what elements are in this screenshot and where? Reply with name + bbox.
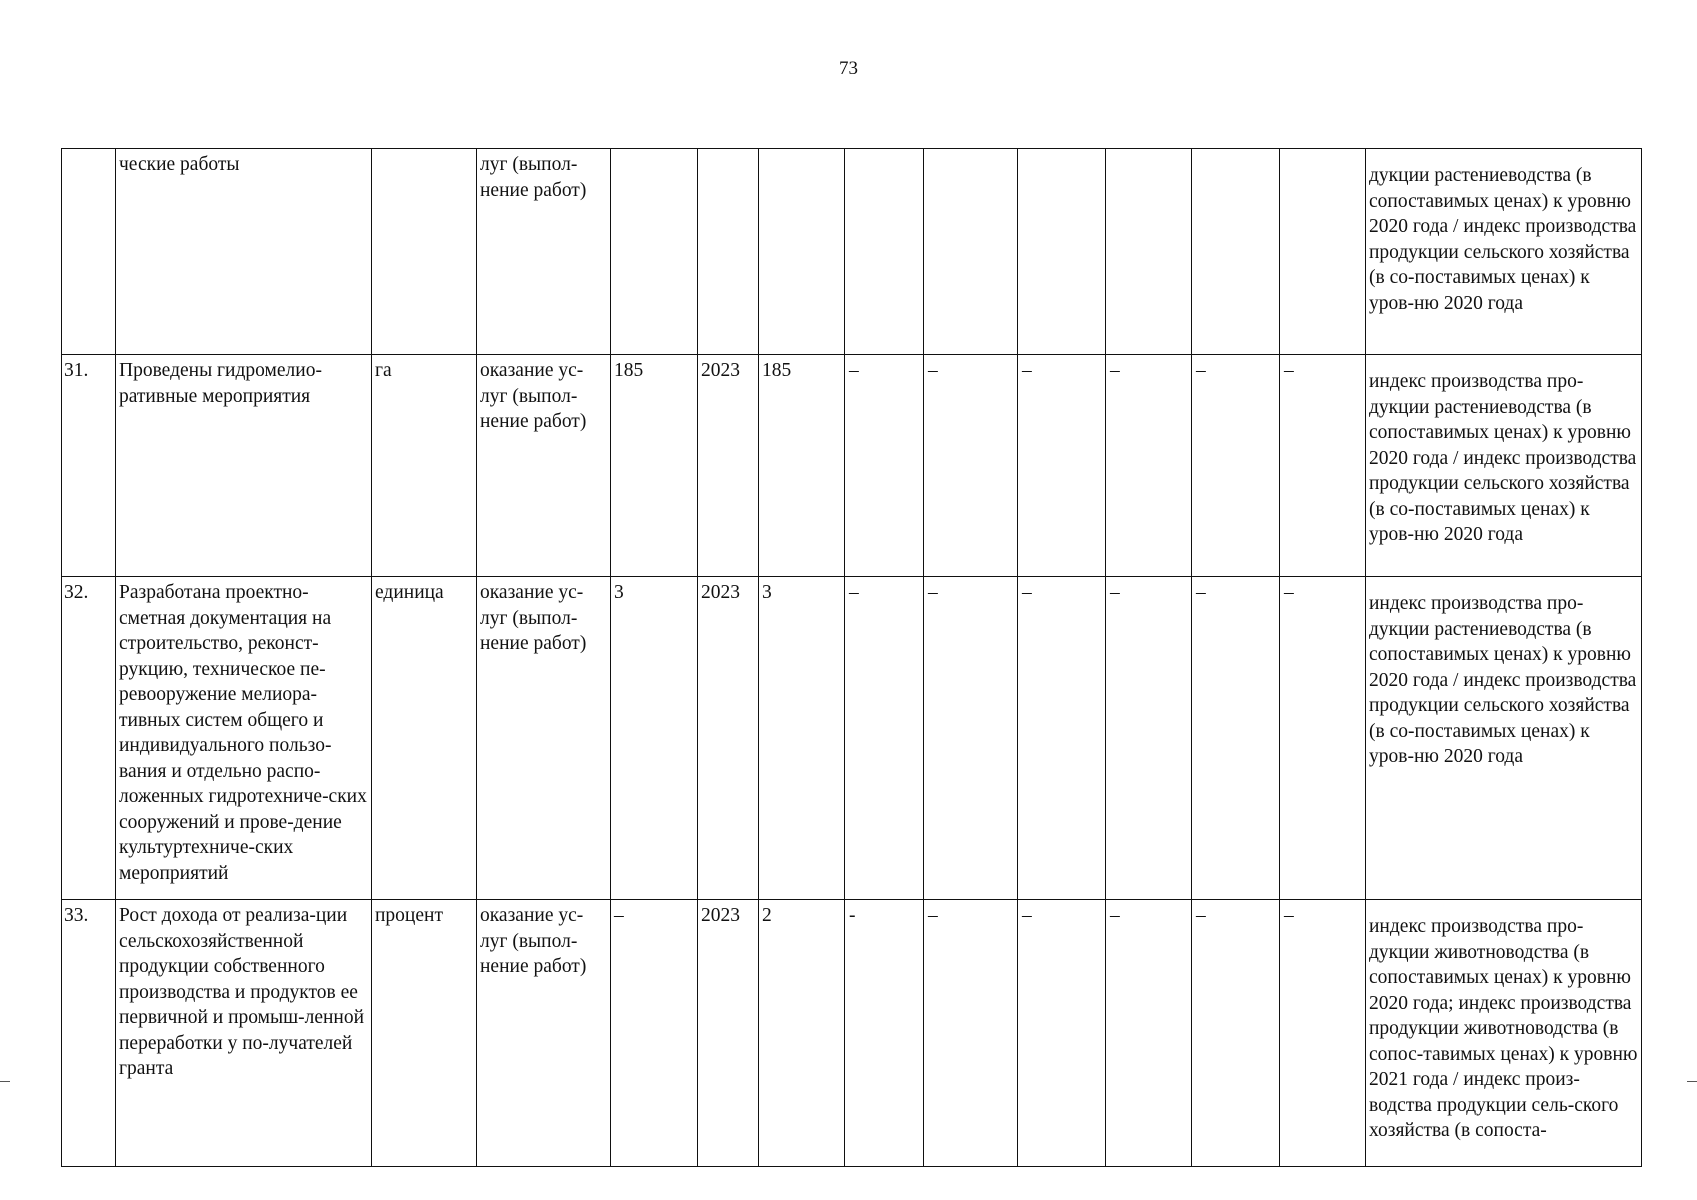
value-cell [1018, 149, 1106, 355]
value-cell: – [1192, 577, 1280, 900]
base-value-cell: – [611, 900, 698, 1167]
result-type-cell: луг (выпол-нение работ) [477, 149, 611, 355]
result-type-cell: оказание ус-луг (выпол-нение работ) [477, 355, 611, 577]
table-row [62, 149, 1642, 355]
value-cell: – [1192, 900, 1280, 1167]
value-cell: 2 [759, 900, 845, 1167]
indicator-table [61, 148, 1642, 1167]
value-cell: – [1018, 900, 1106, 1167]
value-cell: – [845, 577, 924, 900]
base-year-cell: 2023 [698, 355, 759, 577]
value-cell: – [1280, 577, 1366, 900]
value-cell: – [1018, 355, 1106, 577]
value-cell [924, 149, 1018, 355]
linked-indicator-cell: индекс производства про-дукции растениеводства (в сопоставимых ценах) к уровню 2020 года / индекс производства продукции сельского хозяйства (в со-поставимых ценах) к уров-ню 2020 года [1366, 355, 1642, 577]
value-cell: – [1106, 900, 1192, 1167]
base-year-cell [698, 149, 759, 355]
row-number-cell [62, 149, 116, 355]
value-cell: – [924, 900, 1018, 1167]
result-name-cell: Проведены гидромелио-ративные мероприятия [116, 355, 372, 577]
result-type-cell: оказание ус-луг (выпол-нение работ) [477, 900, 611, 1167]
value-cell: 185 [759, 355, 845, 577]
value-cell: – [845, 355, 924, 577]
linked-indicator-cell: индекс производства про-дукции животноводства (в сопоставимых ценах) к уровню 2020 года; индекс производства продукции животноводства (в сопос-тавимых ценах) к уровню 2021 года / индекс произ-водства продукции сель-ского хозяйства (в сопоста- [1366, 900, 1642, 1167]
table-row [62, 577, 1642, 900]
right-margin-mark [1687, 1081, 1697, 1082]
base-value-cell [611, 149, 698, 355]
page-number: 73 [839, 58, 858, 79]
row-number-cell: 33. [62, 900, 116, 1167]
value-cell [759, 149, 845, 355]
unit-cell: га [372, 355, 477, 577]
base-value-cell: 3 [611, 577, 698, 900]
value-cell [845, 149, 924, 355]
value-cell: – [1280, 355, 1366, 577]
value-cell: 3 [759, 577, 845, 900]
base-year-cell: 2023 [698, 577, 759, 900]
unit-cell: процент [372, 900, 477, 1167]
value-cell: – [924, 355, 1018, 577]
result-name-cell: ческие работы [116, 149, 372, 355]
value-cell: – [1192, 355, 1280, 577]
left-margin-mark [0, 1081, 10, 1082]
value-cell: – [924, 577, 1018, 900]
value-cell: – [1018, 577, 1106, 900]
unit-cell: единица [372, 577, 477, 900]
linked-indicator-cell: индекс производства про-дукции растениеводства (в сопоставимых ценах) к уровню 2020 года / индекс производства продукции сельского хозяйства (в со-поставимых ценах) к уров-ню 2020 года [1366, 577, 1642, 900]
value-cell: - [845, 900, 924, 1167]
table-row [62, 355, 1642, 577]
value-cell: – [1106, 355, 1192, 577]
table-row [62, 900, 1642, 1167]
row-number-cell: 31. [62, 355, 116, 577]
base-value-cell: 185 [611, 355, 698, 577]
result-name-cell: Разработана проектно-сметная документация на строительство, реконст-рукцию, техническое пе-ревооружение мелиора-тивных систем общего и индивидуального пользо-вания и отдельно распо-ложенных гидротехниче-ских сооружений и прове-дение культуртехниче-ских мероприятий [116, 577, 372, 900]
linked-indicator-cell: дукции растениеводства (в сопоставимых ценах) к уровню 2020 года / индекс производства продукции сельского хозяйства (в со-поставимых ценах) к уров-ню 2020 года [1366, 149, 1642, 355]
value-cell [1280, 149, 1366, 355]
value-cell [1106, 149, 1192, 355]
result-type-cell: оказание ус-луг (выпол-нение работ) [477, 577, 611, 900]
result-name-cell: Рост дохода от реализа-ции сельскохозяйственной продукции собственного производства и продуктов ее первичной и промыш-ленной переработки у по-лучателей гранта [116, 900, 372, 1167]
unit-cell [372, 149, 477, 355]
value-cell [1192, 149, 1280, 355]
value-cell: – [1106, 577, 1192, 900]
value-cell: – [1280, 900, 1366, 1167]
base-year-cell: 2023 [698, 900, 759, 1167]
row-number-cell: 32. [62, 577, 116, 900]
